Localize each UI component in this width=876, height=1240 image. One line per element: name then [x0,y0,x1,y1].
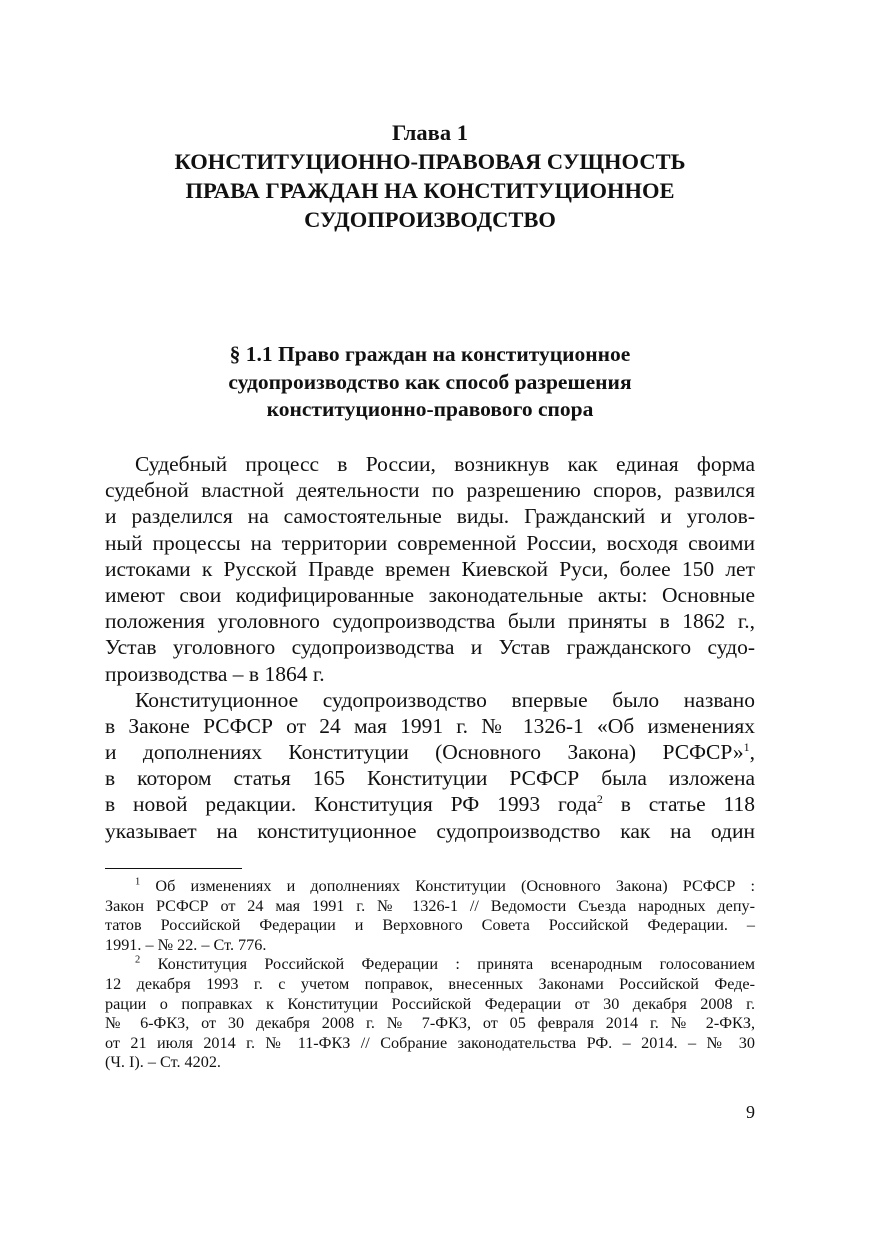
section-title-line: § 1.1 Право граждан на конституционное [229,342,631,366]
footnote-text: Конституция Российской Федерации : принята всенародным голосованием [140,955,755,974]
section-title-line: судопроизводство как способ разрешения [228,369,632,394]
section-heading [105,341,755,424]
footnote-line: рации о поправках к Конституции Российской Федерации от 30 декабря 2008 г. [105,994,755,1013]
footnote-line: 1991. – № 22. – Ст. 776. [105,935,267,954]
body-text [105,451,755,844]
line-text: , [749,740,755,765]
footnote-line: от 21 июля 2014 г. № 11-ФКЗ // Собрание законодательства РФ. – 2014. – № 30 [105,1033,755,1052]
footnote-marker: 1 [135,876,141,888]
paragraph-line: имеют свои кодифицированные законодательные акты: Основные [105,582,755,607]
footnote-reference[interactable]: 1 [743,739,750,754]
paragraph-line: Конституционное судопроизводство впервые было названо [135,687,755,712]
paragraph-line: истоками к Русской Правде времен Киевской Руси, более 150 лет [105,556,755,581]
paragraph-line: ный процессы на территории современной России, восходя своими [105,530,755,555]
section-title-line: конституционно-правового спора [266,397,594,421]
paragraph-line: Судебный процесс в России, возникнув как единая форма [135,452,755,476]
footnote-marker: 2 [135,954,141,966]
footnote-reference[interactable]: 2 [596,792,603,807]
chapter-heading [105,118,755,234]
chapter-title-line: ПРАВА ГРАЖДАН НА КОНСТИТУЦИОННОЕ [185,178,675,203]
paragraph-line [105,739,755,765]
footnote-line: 12 декабря 1993 г. с учетом поправок, внесенных Законами Российской Феде- [105,974,755,993]
footnote-line [105,955,755,975]
paragraph-line: и разделился на самостоятельные виды. Гражданский и уголов- [105,504,755,529]
paragraph-line [105,791,755,817]
line-text: и дополнениях Конституции (Основного Закона) РСФСР» [105,740,744,765]
footnotes [105,877,755,1073]
line-text: в новой редакции. Конституция РФ 1993 года [105,792,597,817]
footnote-line: (Ч. I). – Ст. 4202. [105,1053,221,1072]
chapter-number: Глава 1 [392,120,468,145]
line-text: в статье 118 [602,792,755,817]
footnote-text: Об изменениях и дополнениях Конституции (Основного Закона) РСФСР : [140,877,755,895]
paragraph-line: в Законе РСФСР от 24 мая 1991 г. № 1326-1 «Об изменениях [105,713,755,738]
page-number: 9 [746,1102,755,1122]
paragraph-line: указывает на конституционное судопроизводство как на один [105,818,755,843]
footnote-line: татов Российской Федерации и Верховного Совета Российской Федерации. – [105,916,755,935]
paragraph-line: судебной властной деятельности по разрешению споров, развился [105,478,755,503]
footnote-line: № 6-ФКЗ, от 30 декабря 2008 г. № 7-ФКЗ, от 05 февраля 2014 г. № 2-ФКЗ, [105,1014,755,1033]
paragraph-line: положения уголовного судопроизводства были приняты в 1862 г., [105,609,755,634]
footnote-line [105,877,755,897]
paragraph-line: в котором статья 165 Конституции РСФСР была изложена [105,766,755,791]
paragraph-line: производства – в 1864 г. [105,661,325,686]
chapter-title-line: СУДОПРОИЗВОДСТВО [304,207,556,232]
paragraph-line: Устав уголовного судопроизводства и Устав гражданского судо- [105,635,755,660]
chapter-title-line: КОНСТИТУЦИОННО-ПРАВОВАЯ СУЩНОСТЬ [174,149,686,174]
footnote-separator [105,868,242,869]
footnote-line: Закон РСФСР от 24 мая 1991 г. № 1326-1 // Ведомости Съезда народных депу- [105,896,755,915]
